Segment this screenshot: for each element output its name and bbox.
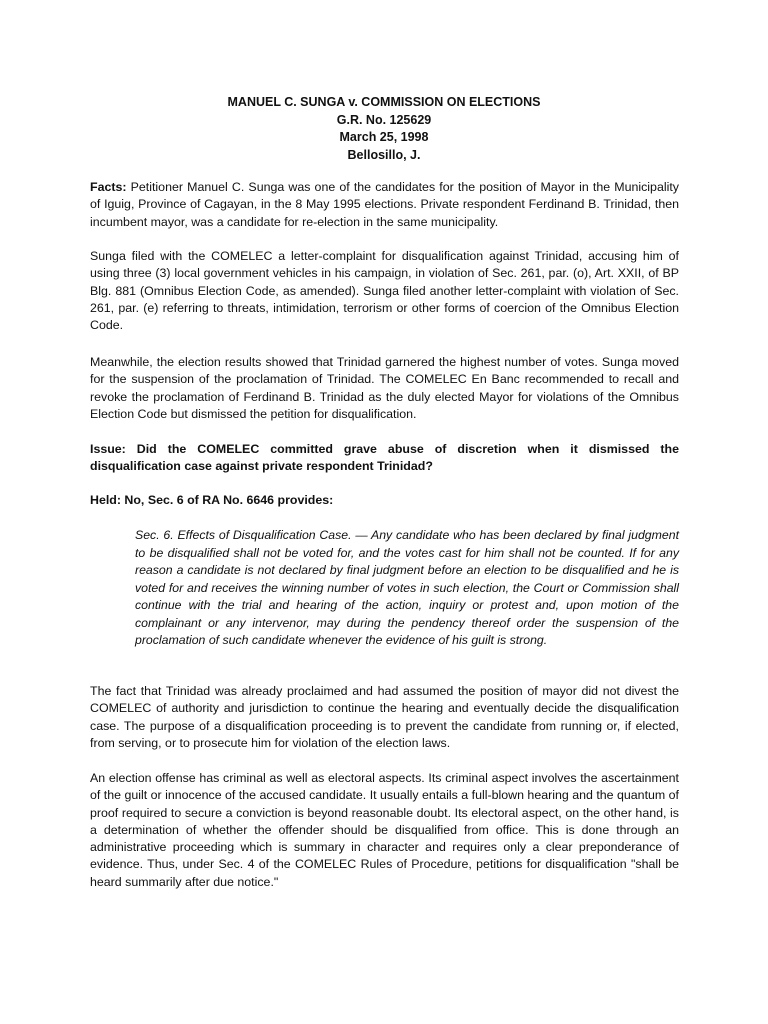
facts-paragraph [90,179,679,231]
case-title: MANUEL C. SUNGA v. COMMISSION ON ELECTIONS [227,95,541,109]
decision-date: March 25, 1998 [339,130,429,144]
offense-paragraph: An election offense has criminal as well as electoral aspects. Its criminal aspect involves the ascertainment of the guilt or innocence of the accused candidate. It usually entails a full-blown hearing and the quantum of proof required to secure a conviction is beyond reasonable doubt. Its electoral aspect, on the other hand, is a determination of whether the offender should be disqualified from office. This is done through an administrative proceeding which is summary in character and requires only a clear preponderance of evidence. Thus, under Sec. 4 of the COMELEC Rules of Procedure, petitions for disqualification "shall be heard summarily after due notice." [90,771,679,889]
facts-label: Facts: [90,180,127,194]
held-paragraph: Held: No, Sec. 6 of RA No. 6646 provides: [90,493,334,507]
quote-section-title: Sec. 6. Effects of Disqualification Case. [135,528,352,542]
ponente: Bellosillo, J. [347,147,421,162]
gr-number: G.R. No. 125629 [336,112,432,127]
complaint-paragraph: Sunga filed with the COMELEC a letter-complaint for disqualification against Trinidad, accusing him of using three (3) local government vehicles in his campaign, in violation of Sec. 261, par. (o), Art. XXII, of BP Blg. 881 (Omnibus Election Code, as amended). Sunga filed another letter-complaint with violation of Sec. 261, par. (e) referring to threats, intimidation, terrorism or other forms of coercion of the Omnibus Election Code. [90,249,679,333]
case-header [90,94,678,164]
quote-text: — Any candidate who has been declared by final judgment to be disqualified shall not be voted for, and the votes cast for him shall not be counted. If for any reason a candidate is not declared by final judgment before an election to be disqualified and he is voted for and receives the winning number of votes in such election, the Court or Commission shall continue with the trial and hearing of the action, inquiry or protest and, upon motion of the complainant or any intervenor, may during the pendency thereof order the suspension of the proclamation of such candidate whenever the evidence of his guilt is strong. [135,528,679,647]
issue-paragraph: Issue: Did the COMELEC committed grave abuse of discretion when it dismissed the disqualification case against private respondent Trinidad? [90,442,679,474]
proclaimed-paragraph: The fact that Trinidad was already proclaimed and had assumed the position of mayor did not divest the COMELEC of authority and jurisdiction to continue the hearing and eventually decide the disqualification case. The purpose of a disqualification proceeding is to prevent the candidate from running or, if elected, from serving, or to prosecute him for violation of the election laws. [90,684,679,750]
quoted-provision [135,527,679,650]
facts-text: Petitioner Manuel C. Sunga was one of the candidates for the position of Mayor in the Municipality of Iguig, Province of Cagayan, in the 8 May 1995 elections. Private respondent Ferdinand B. Trinidad, then incumbent mayor, was a candidate for re-election in the same municipality. [90,180,679,229]
results-paragraph: Meanwhile, the election results showed that Trinidad garnered the highest number of votes. Sunga moved for the suspension of the proclamation of Trinidad. The COMELEC En Banc recommended to recall and revoke the proclamation of Ferdinand B. Trinidad as the duly elected Mayor for violations of the Omnibus Election Code but dismissed the petition for disqualification. [90,355,679,421]
